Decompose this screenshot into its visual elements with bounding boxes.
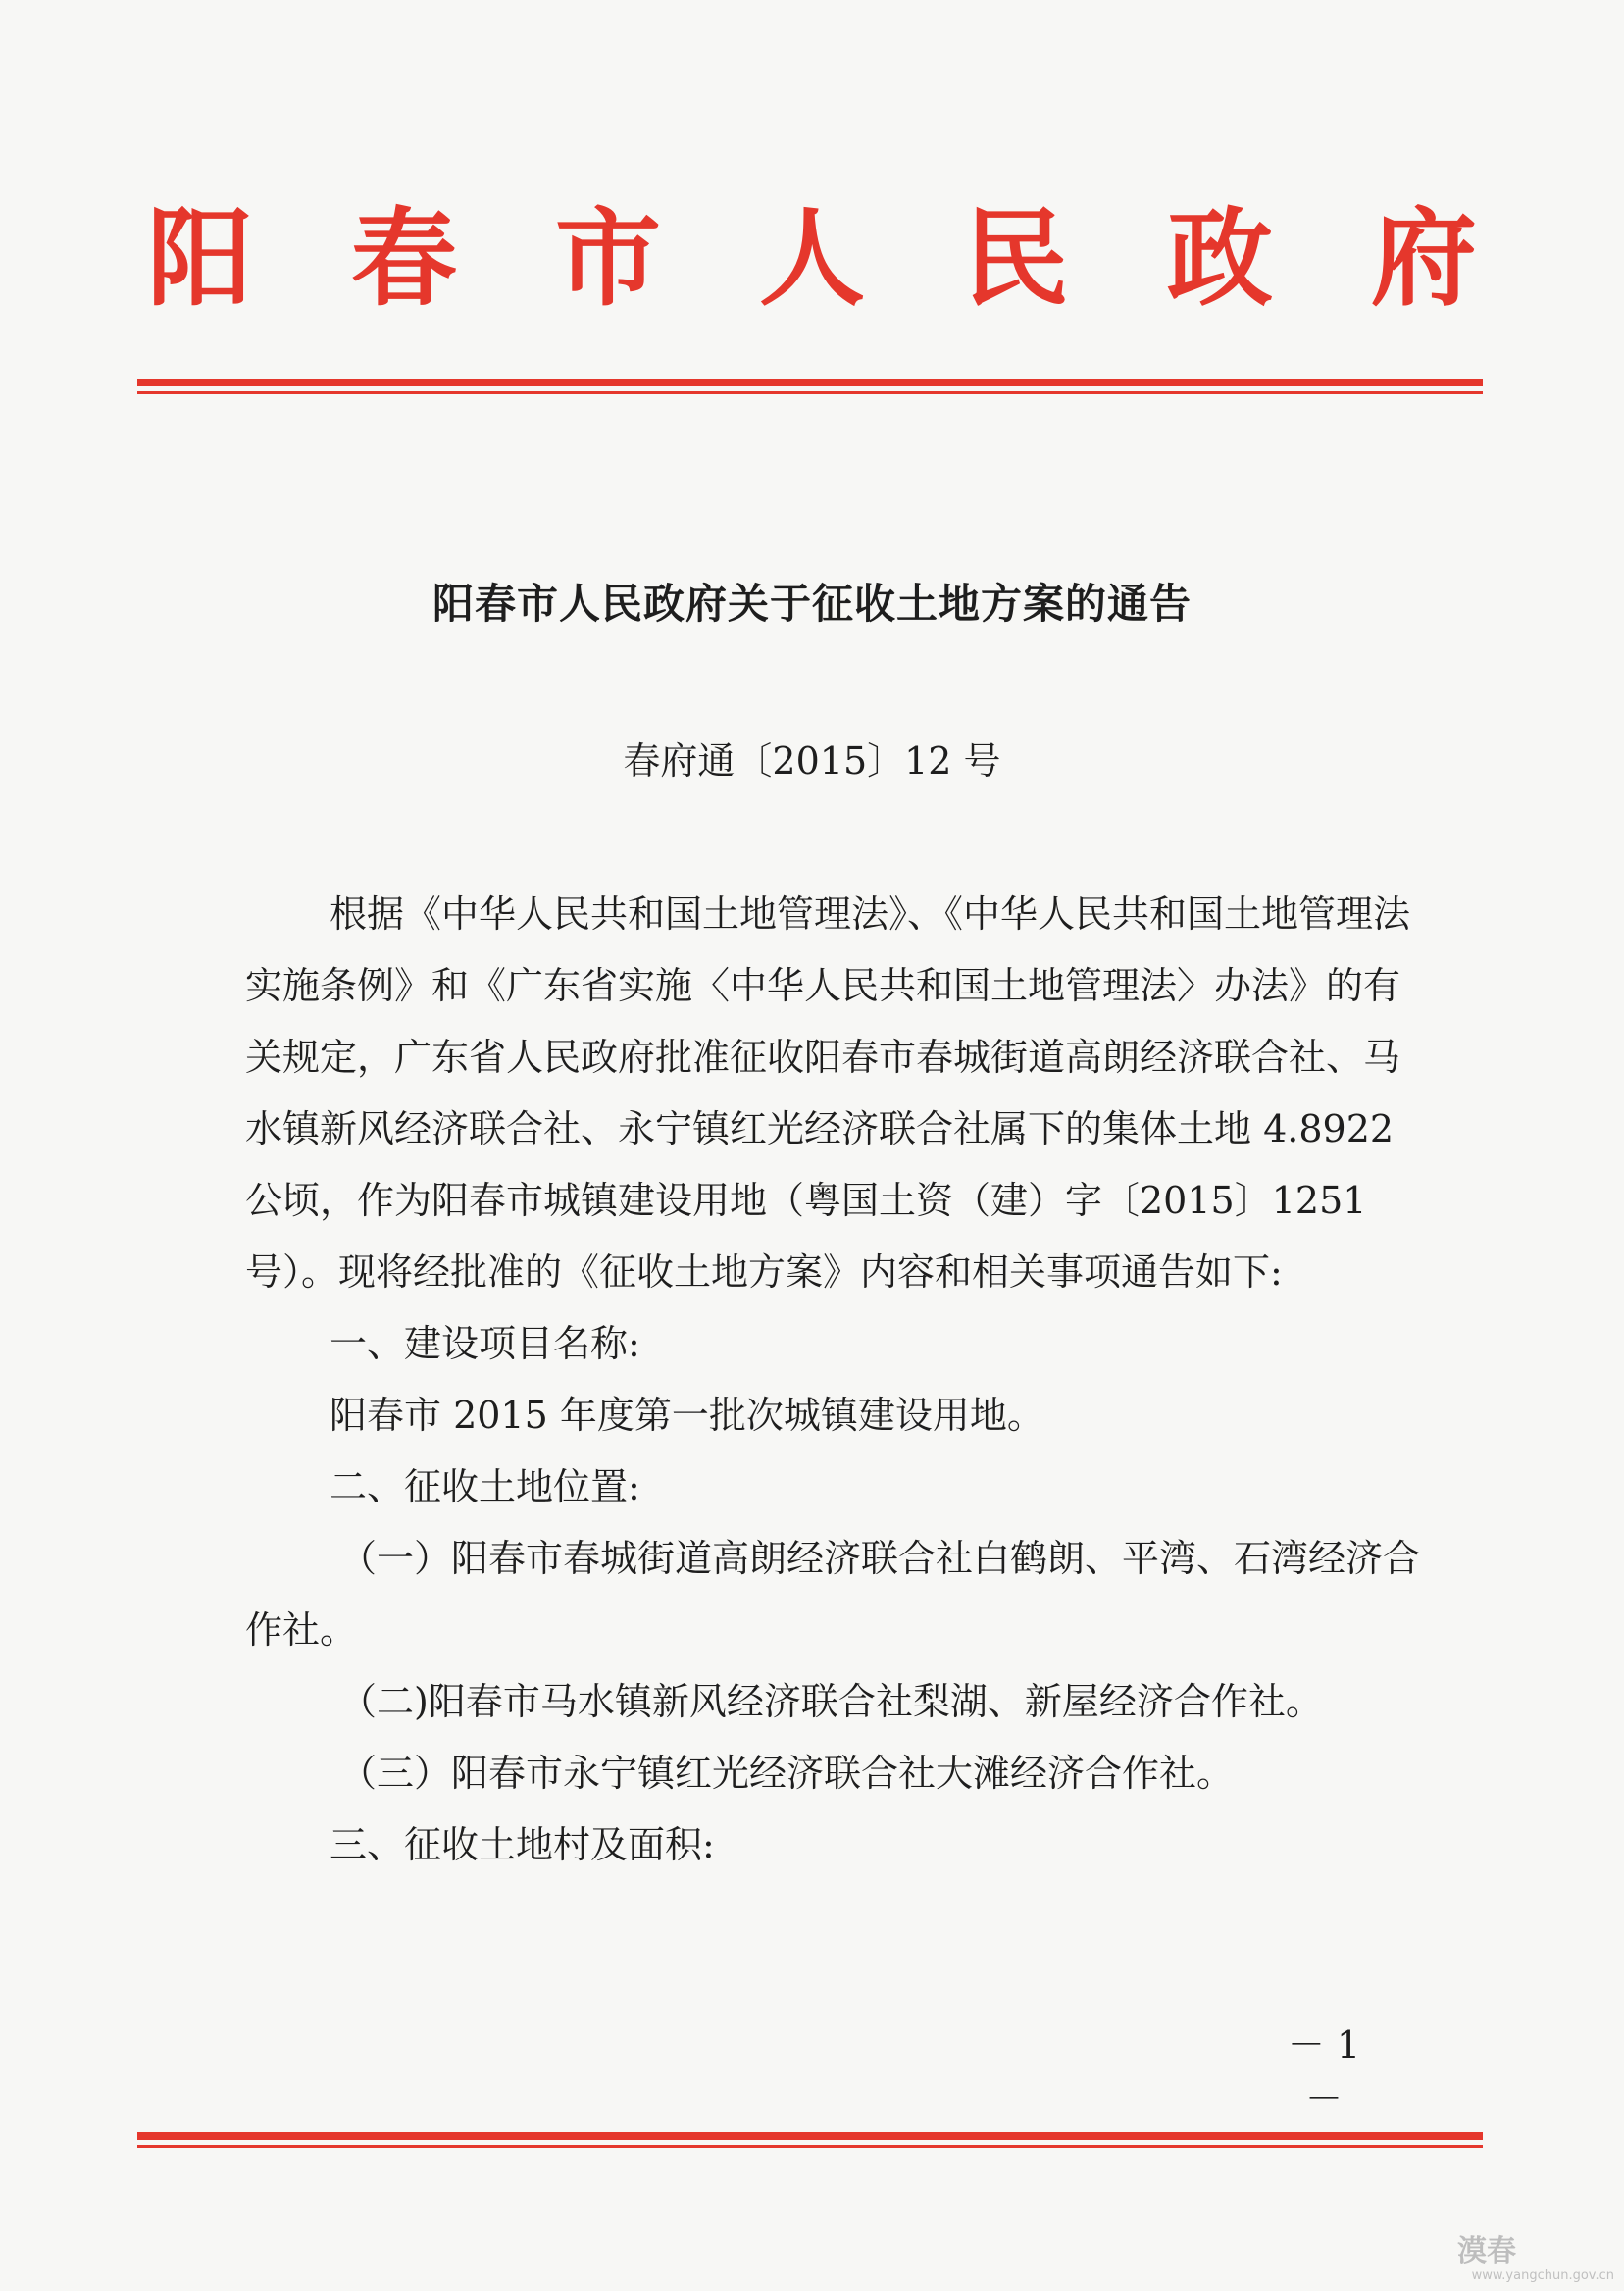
page-number: － 1 － bbox=[1287, 2023, 1361, 2120]
watermark-url: www.yangchun.gov.cn bbox=[1471, 2268, 1614, 2283]
body-paragraph: （三）阳春市永宁镇红光经济联合社大滩经济合作社。 bbox=[339, 1752, 1235, 1795]
masthead-char: 民 bbox=[962, 198, 1069, 321]
body-paragraph: 阳春市 2015 年度第一批次城镇建设用地。 bbox=[330, 1394, 1044, 1437]
site-watermark bbox=[1457, 2224, 1614, 2283]
section-heading: 一、建设项目名称: bbox=[330, 1322, 640, 1365]
masthead-char: 市 bbox=[554, 198, 661, 321]
body-paragraph: 根据《中华人民共和国土地管理法》、《中华人民共和国土地管理法实施条例》和《广东省实施〈中华人民共和国土地管理法〉办法》的有关规定，广东省人民政府批准征收阳春市春城街道高朗经济联合社、马水镇新风经济联合社、永宁镇红光经济联合社属下的集体土地 4.8922 公顷，作为阳春市城镇建设用地（粤国土资（建）字〔2015〕1251 号）。现将经批准的《征收土地方案》内容和相关事项通告如下: bbox=[245, 892, 1411, 1294]
document-body bbox=[245, 879, 1422, 1881]
body-paragraph: （一）阳春市春城街道高朗经济联合社白鹤朗、平湾、石湾经济合作社。 bbox=[245, 1537, 1421, 1652]
section-heading: 二、征收土地位置: bbox=[330, 1465, 640, 1508]
masthead-char: 阳 bbox=[147, 198, 254, 321]
footer-divider bbox=[137, 2132, 1483, 2148]
body-paragraph: （二)阳春市马水镇新风经济联合社梨湖、新屋经济合作社。 bbox=[339, 1680, 1323, 1723]
document-number: 春府通〔2015〕12 号 bbox=[623, 739, 1001, 783]
section-heading: 三、征收土地村及面积: bbox=[330, 1823, 715, 1866]
watermark-logo: 漠春 bbox=[1457, 2234, 1516, 2268]
masthead-title bbox=[147, 196, 1477, 324]
masthead-char: 府 bbox=[1370, 198, 1477, 321]
masthead-divider bbox=[137, 379, 1483, 394]
masthead-char: 春 bbox=[350, 198, 457, 321]
document-title: 阳春市人民政府关于征收土地方案的通告 bbox=[431, 580, 1192, 628]
masthead-char: 人 bbox=[758, 198, 865, 321]
masthead-char: 政 bbox=[1166, 198, 1273, 321]
